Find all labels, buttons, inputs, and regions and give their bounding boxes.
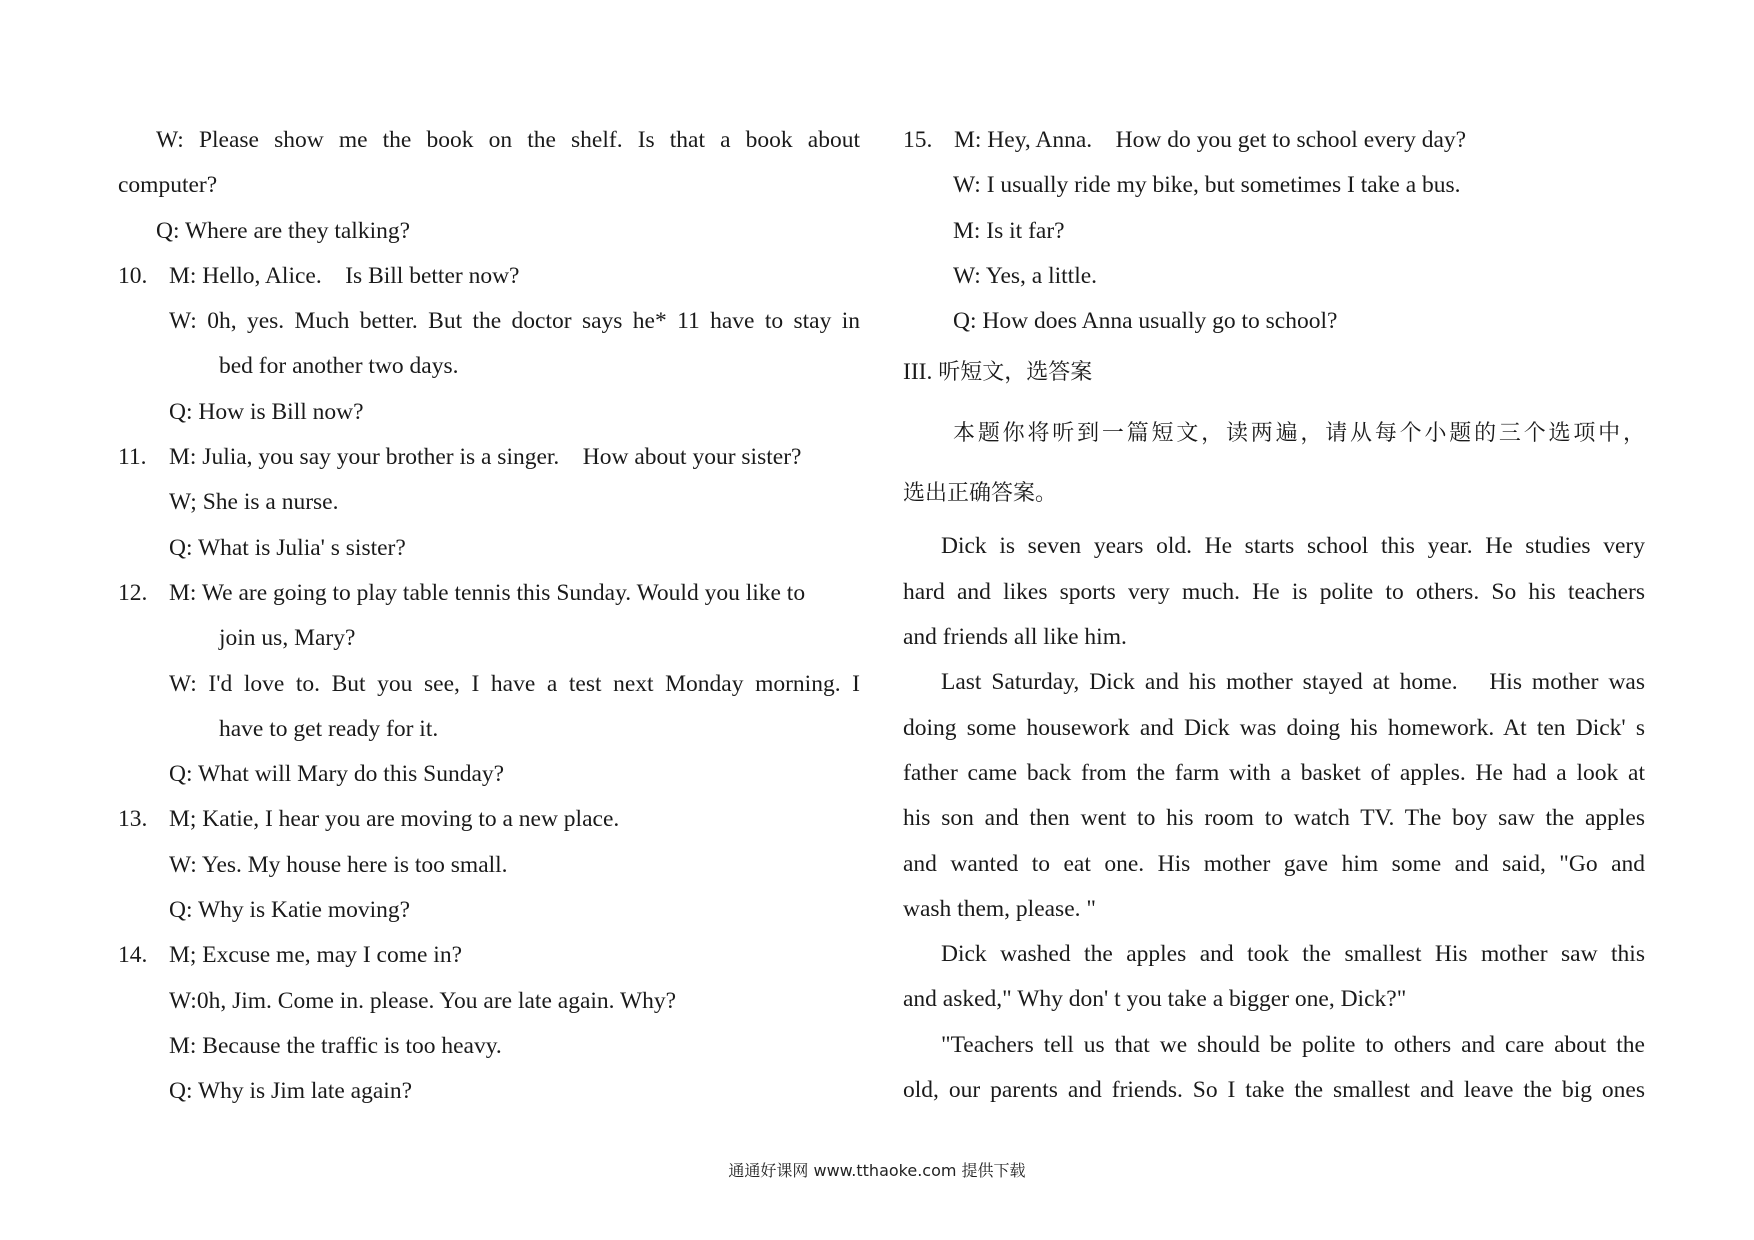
passage-line: and friends all like him.: [903, 624, 1127, 651]
section-title: 听短文，选答案: [938, 360, 1093, 386]
left-column: [118, 118, 860, 1115]
passage-line: hard and likes sports very much. He is polite to others. So his teachers: [903, 578, 1645, 605]
dialogue-line: W: Yes. My house here is too small.: [169, 851, 508, 878]
passage-line: Dick washed the apples and took the smallest His mother saw this: [941, 941, 1645, 968]
dialogue-line: M: Hello, Alice. Is Bill better now?: [169, 262, 520, 289]
item-number: 10.: [118, 262, 148, 289]
item-13: [118, 797, 860, 842]
dialogue-line: W: Yes, a little.: [953, 262, 1098, 289]
item-14: [118, 933, 860, 978]
passage-line: his son and then went to his room to watch TV. The boy saw the apples: [903, 805, 1645, 832]
dialogue-line: W: I usually ride my bike, but sometimes I take a bus.: [953, 172, 1461, 199]
dialogue-line: W:0h, Jim. Come in. please. You are late again. Why?: [169, 987, 677, 1014]
item-11: [118, 435, 860, 480]
dialogue-line: W: I'd love to. But you see, I have a test next Monday morning. I: [169, 670, 860, 697]
question-line: Q: Why is Jim late again?: [169, 1078, 412, 1105]
dialogue-line: bed for another two days.: [219, 353, 459, 380]
dialogue-line: join us, Mary?: [219, 625, 356, 652]
question-line: Q: How does Anna usually go to school?: [953, 308, 1338, 335]
page-footer: 通通好课网 www.tthaoke.com 提供下载: [728, 1161, 1026, 1180]
passage-line: doing some housework and Dick was doing his homework. At ten Dick' s: [903, 714, 1645, 741]
dialogue-line: W; She is a nurse.: [169, 489, 339, 516]
passage-line: wash them, please. ": [903, 895, 1096, 922]
item-number: 15.: [903, 127, 933, 153]
section-numeral: III.: [903, 359, 933, 386]
question-line: Q: What is Julia' s sister?: [169, 534, 406, 561]
item-number: 14.: [118, 942, 148, 969]
item-number: 13.: [118, 806, 148, 833]
item-12: [118, 571, 860, 616]
dialogue-line: M: Hey, Anna. How do you get to school every day?: [954, 127, 1467, 153]
dialogue-line: M; Katie, I hear you are moving to a new place.: [169, 806, 620, 833]
passage-line: Dick is seven years old. He starts school this year. He studies very: [941, 533, 1645, 560]
question-line: Q: How is Bill now?: [169, 398, 364, 425]
question-line: Q: What will Mary do this Sunday?: [169, 761, 505, 788]
dialogue-line: W: 0h, yes. Much better. But the doctor says he* 11 have to stay in: [169, 308, 860, 335]
passage-line: "Teachers tell us that we should be polite to others and care about the: [941, 1031, 1645, 1058]
question-line: Q: Why is Katie moving?: [169, 897, 411, 924]
dialogue-line: M; Excuse me, may I come in?: [169, 942, 463, 969]
item-10: [118, 254, 860, 299]
dialogue-line: M: We are going to play table tennis this Sunday. Would you like to: [169, 579, 806, 606]
question-line: Q: Where are they talking?: [156, 217, 411, 244]
section-heading: [903, 344, 1645, 404]
section-instruction: 本题你将听到一篇短文，读两遍，请从每个小题的三个选项中，: [953, 421, 1645, 447]
dialogue-line: computer?: [118, 172, 218, 199]
passage-line: father came back from the farm with a basket of apples. He had a look at: [903, 759, 1645, 786]
item-15: [903, 118, 1645, 163]
section-instruction: 选出正确答案。: [903, 481, 1058, 507]
dialogue-line: W: Please show me the book on the shelf. Is that a book about: [156, 127, 860, 153]
item-number: 12.: [118, 579, 148, 606]
dialogue-line: M: Is it far?: [953, 217, 1065, 244]
passage-line: and asked," Why don' t you take a bigger one, Dick?": [903, 986, 1407, 1013]
passage-line: Last Saturday, Dick and his mother stayed at home. His mother was: [941, 669, 1645, 696]
dialogue-line: have to get ready for it.: [219, 715, 439, 742]
dialogue-line: M: Julia, you say your brother is a singer. How about your sister?: [169, 444, 802, 471]
dialogue-line: M: Because the traffic is too heavy.: [169, 1032, 502, 1059]
item-number: 11.: [118, 444, 147, 471]
right-column: [903, 118, 1645, 1113]
passage-line: old, our parents and friends. So I take the smallest and leave the big ones: [903, 1077, 1645, 1104]
passage-line: and wanted to eat one. His mother gave him some and said, "Go and: [903, 850, 1645, 877]
